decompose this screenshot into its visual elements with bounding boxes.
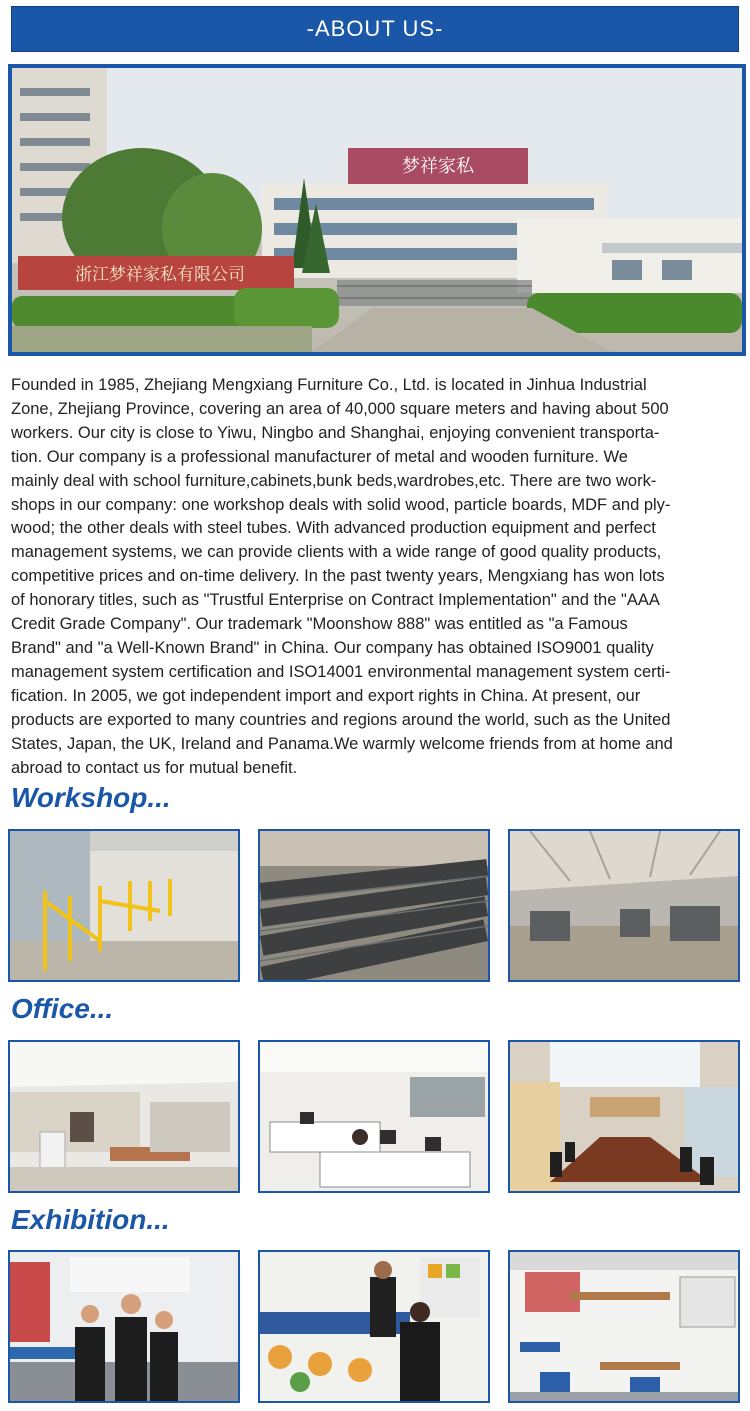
exhibition-photo-3: [508, 1250, 740, 1403]
office-photo-1: [8, 1040, 240, 1193]
gate-sign-text: 浙江梦祥家私有限公司: [75, 265, 245, 285]
office-heading: Office...: [11, 993, 114, 1024]
office-photo-3: [508, 1040, 740, 1193]
workshop-photo-3: [508, 829, 740, 982]
banner-title: -ABOUT US-: [306, 16, 444, 41]
workshop-photo-1: [8, 829, 240, 982]
exhibition-photo-2: [258, 1250, 490, 1403]
exhibition-heading: Exhibition...: [11, 1204, 170, 1235]
exhibition-photo-1: [8, 1250, 240, 1403]
factory-photo: [8, 64, 746, 356]
rooftop-sign-text: 梦祥家私: [402, 156, 474, 177]
about-paragraph: Founded in 1985, Zhejiang Mengxiang Furniture Co., Ltd. is located in Jinhua Industrial Zone, Zhejiang Province, covering an area of 40,000 square meters and having about 500 workers. Our city is close to Yiwu, Ningbo and Shanghai, enjoying convenient transporta- tion. Our company is a professional manufacturer of metal and wooden furniture. We mainly deal with school furniture,cabinets,bunk beds,wardrobes,etc. There are two work- shops in our company: one workshop deals with solid wood, particle boards, MDF and ply- wood; the other deals with steel tubes. With advanced production equipment and perfect management systems, we can provide clients with a wide range of good quality products, competitive prices and on-time delivery. In the past twenty years, Mengxiang has won lots of honorary titles, such as "Trustful Enterprise on Contract Implementation" and the "AAA Credit Grade Company". Our trademark "Moonshow 888" was entitled as "a Famous Brand" and "a Well-Known Brand" in China. Our company has obtained ISO9001 quality management system certification and ISO14001 environmental management system certi- fication. In 2005, we got independent import and export rights in China. At present, our products are exported to many countries and regions around the world, such as the United States, Japan, the UK, Ireland and Panama.We warmly welcome friends from at home and abroad to contact us for mutual benefit.: [11, 376, 673, 777]
about-us-banner: [11, 6, 739, 52]
office-photo-2: [258, 1040, 490, 1193]
workshop-photo-2: [258, 829, 490, 982]
workshop-heading: Workshop...: [11, 782, 171, 813]
